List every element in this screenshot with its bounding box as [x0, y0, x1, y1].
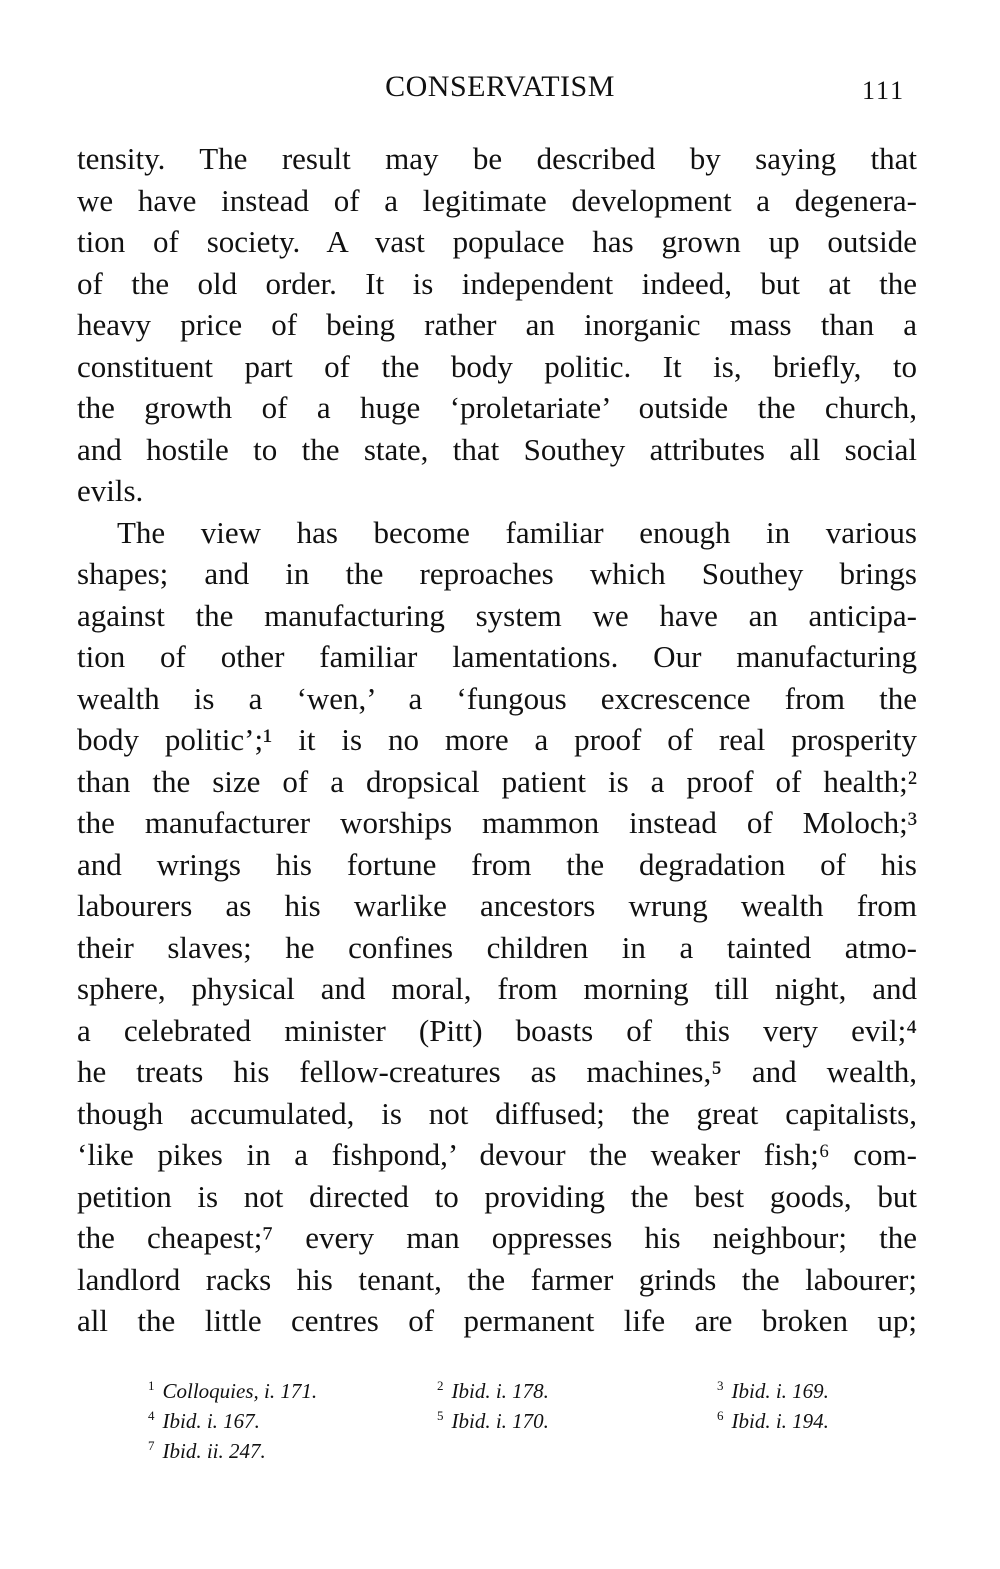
text-line: a celebrated minister (Pitt) boasts of this very evil;⁴ — [77, 1012, 917, 1048]
text-line: of the old order. It is independent indeed, but at the — [77, 265, 917, 301]
footnote-6 — [717, 1408, 829, 1434]
text-line: and wrings his fortune from the degradation of his — [77, 846, 917, 882]
text-line: though accumulated, is not diffused; the great capitalists, — [77, 1095, 917, 1131]
text-line: landlord racks his tenant, the farmer grinds the labourer; — [77, 1261, 917, 1297]
text-line: and hostile to the state, that Southey attributes all social — [77, 431, 917, 467]
text-line: tensity. The result may be described by saying that — [77, 141, 917, 176]
text-line: all the little centres of permanent life are broken up; — [77, 1303, 917, 1338]
text-line: heavy price of being rather an inorganic mass than a — [77, 307, 917, 342]
footnote-2 — [437, 1378, 549, 1404]
text-line: constituent part of the body politic. It is, briefly, to — [77, 348, 917, 384]
text-line: shapes; and in the reproaches which Southey brings — [77, 556, 917, 591]
text-line: evils. — [77, 473, 144, 508]
footnote-text: Ibid. i. 169. — [731, 1379, 829, 1403]
text-line: tion of other familiar lamentations. Our manufacturing — [77, 639, 917, 674]
text-line: their slaves; he confines children in a tainted atmo- — [77, 929, 917, 965]
footnote-number: 5 — [437, 1408, 444, 1423]
footnote-text: Colloquies, i. 171. — [162, 1379, 318, 1403]
text-line: against the manufacturing system we have an anticipa- — [77, 597, 917, 633]
page-number: 111 — [862, 76, 906, 105]
footnote-1 — [148, 1378, 317, 1404]
footnote-number: 4 — [148, 1408, 155, 1423]
footnote-text: Ibid. i. 178. — [451, 1379, 549, 1403]
text-line: labourers as his warlike ancestors wrung wealth from — [77, 888, 917, 923]
text-line: wealth is a ‘wen,’ a ‘fungous excrescence from the — [77, 680, 917, 716]
text-line: we have instead of a legitimate development a degenera- — [77, 182, 917, 218]
text-line: tion of society. A vast populace has grown up outside — [77, 224, 917, 259]
footnote-3 — [717, 1378, 829, 1404]
text-line: body politic’;¹ it is no more a proof of real prosperity — [77, 722, 917, 757]
text-line: sphere, physical and moral, from morning till night, and — [77, 971, 917, 1006]
text-line: ‘like pikes in a fishpond,’ devour the weaker fish;⁶ com- — [77, 1137, 917, 1172]
text-line: petition is not directed to providing the best goods, but — [77, 1178, 917, 1214]
text-line: the growth of a huge ‘proletariate’ outside the church, — [77, 390, 917, 425]
text-line: he treats his fellow-creatures as machines,⁵ and wealth, — [77, 1054, 917, 1089]
text-line: the manufacturer worships mammon instead of Moloch;³ — [77, 805, 917, 840]
footnote-text: Ibid. ii. 247. — [162, 1439, 266, 1463]
footnote-4 — [148, 1408, 260, 1434]
footnote-7 — [148, 1438, 266, 1464]
body-text — [77, 138, 917, 1342]
footnote-number: 1 — [148, 1378, 155, 1393]
footnote-number: 6 — [717, 1408, 724, 1423]
footnote-number: 2 — [437, 1378, 444, 1393]
footnote-text: Ibid. i. 194. — [731, 1409, 829, 1433]
text-line: The view has become familiar enough in various — [117, 514, 917, 550]
footnote-5 — [437, 1408, 549, 1434]
footnote-text: Ibid. i. 167. — [162, 1409, 260, 1433]
footnote-number: 3 — [717, 1378, 724, 1393]
footnote-text: Ibid. i. 170. — [451, 1409, 549, 1433]
text-line: than the size of a dropsical patient is a proof of health;² — [77, 763, 917, 799]
running-header: CONSERVATISM — [385, 70, 615, 103]
text-line: the cheapest;⁷ every man oppresses his neighbour; the — [77, 1220, 917, 1255]
footnote-number: 7 — [148, 1438, 155, 1453]
